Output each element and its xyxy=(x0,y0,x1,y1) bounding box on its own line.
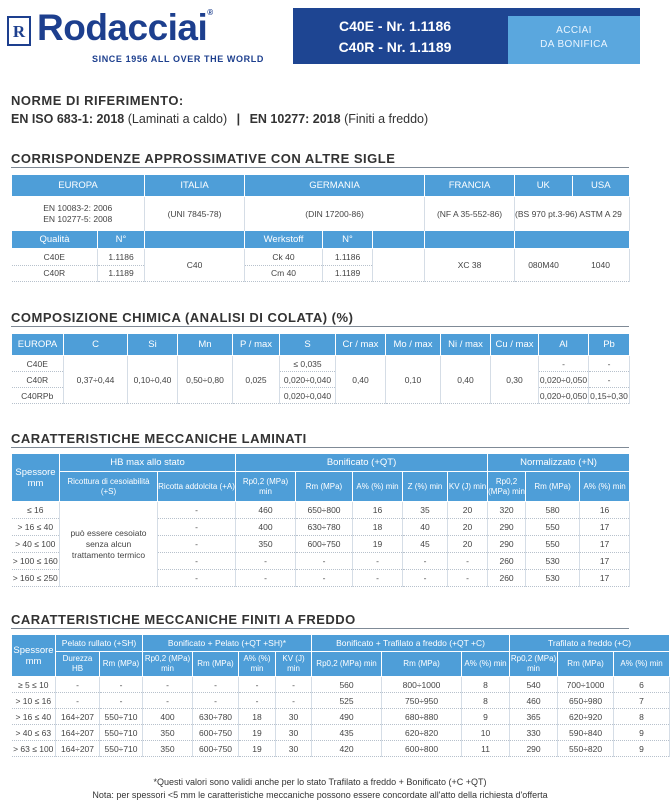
sub-qtsh-rm: Rm (MPa) xyxy=(193,652,239,677)
group-qt: Bonificato (+QT) xyxy=(236,454,488,472)
table-row xyxy=(12,677,670,693)
composizione-table xyxy=(11,333,630,404)
germania-norm: (DIN 17200-86) xyxy=(245,197,425,231)
qtsh-rm: - xyxy=(193,693,239,709)
sub-n: N° xyxy=(98,231,145,249)
sub-qt-a: A% (%) min xyxy=(353,472,403,502)
spessore: > 16 ≤ 40 xyxy=(12,709,56,725)
qt-a: 16 xyxy=(353,502,403,519)
n-rp: 260 xyxy=(488,553,526,570)
col-spessore-label: Spessore xyxy=(13,644,54,656)
sh-hb: 164÷207 xyxy=(56,709,100,725)
qtsh-a: 18 xyxy=(239,709,276,725)
grade: C40E xyxy=(12,356,64,372)
sub-sh-rm: Rm (MPa) xyxy=(100,652,143,677)
uk-usa-grade-wrap xyxy=(515,249,630,282)
norme-title: NORME DI RIFERIMENTO: xyxy=(11,93,184,108)
n-rp: 260 xyxy=(488,570,526,587)
c-rm: 620÷920 xyxy=(558,709,614,725)
uk-usa-norm-wrap xyxy=(515,197,630,231)
col-spessore xyxy=(12,635,56,677)
sub-n2: N° xyxy=(323,231,373,249)
qt-rp: 460 xyxy=(236,502,296,519)
sub-qtc-rm: Rm (MPa) xyxy=(382,652,462,677)
hb-a: - xyxy=(158,519,236,536)
standard-2: EN 10277: 2018 xyxy=(249,112,341,126)
sub-qtsh-a: A% (%) min xyxy=(239,652,276,677)
group-qtc: Bonificato + Trafilato a freddo (+QT +C) xyxy=(312,635,510,652)
c-rp: 290 xyxy=(510,741,558,757)
sub-qtc-a: A% (%) min xyxy=(462,652,510,677)
usa-norm: ASTM A 29 xyxy=(579,208,622,219)
qtsh-kv: 30 xyxy=(276,725,312,741)
qt-kv: 20 xyxy=(448,519,488,536)
col-si: Si xyxy=(128,334,178,356)
n-rm: 580 xyxy=(526,502,580,519)
value-c: 0,37÷0,44 xyxy=(64,356,128,404)
finiti-table xyxy=(11,634,670,757)
europa-norm-1: EN 10083-2: 2006 xyxy=(43,202,113,213)
qtsh-rm: 600÷750 xyxy=(193,741,239,757)
value-al: 0,020÷0,050 xyxy=(539,388,589,404)
empty-cell xyxy=(373,249,425,282)
qt-z: 45 xyxy=(403,536,448,553)
c-rp: 330 xyxy=(510,725,558,741)
grade-quality: C40R xyxy=(12,265,98,282)
qtc-rp: 435 xyxy=(312,725,382,741)
qtsh-a: 19 xyxy=(239,741,276,757)
uk-usa-subtable xyxy=(515,176,629,196)
value-pb: - xyxy=(589,372,630,388)
value-s: ≤ 0,035 xyxy=(280,356,336,372)
n-rp: 290 xyxy=(488,536,526,553)
sub-n-a: A% (%) min xyxy=(580,472,630,502)
divider xyxy=(11,628,629,629)
table-row xyxy=(12,741,670,757)
qtc-a: 8 xyxy=(462,677,510,693)
qtsh-kv: - xyxy=(276,677,312,693)
qtsh-kv: 30 xyxy=(276,709,312,725)
col-mm-label: mm xyxy=(25,655,42,667)
sub-ukusa-empty xyxy=(515,231,630,249)
col-uk-usa-wrap xyxy=(515,175,630,197)
divider xyxy=(11,167,629,168)
value-s: 0,020÷0,040 xyxy=(280,372,336,388)
n-a: 17 xyxy=(580,570,630,587)
col-cu: Cu / max xyxy=(491,334,539,356)
qtsh-rm: - xyxy=(193,677,239,693)
group-n: Normalizzato (+N) xyxy=(488,454,630,472)
grade-code-2: C40R - Nr. 1.1189 xyxy=(338,39,452,55)
qtc-rm: 600÷800 xyxy=(382,741,462,757)
qt-kv: - xyxy=(448,570,488,587)
col-pb: Pb xyxy=(589,334,630,356)
col-mm-label: mm xyxy=(27,477,44,489)
n-rp: 320 xyxy=(488,502,526,519)
qt-z: 40 xyxy=(403,519,448,536)
sub-francia-empty xyxy=(425,231,515,249)
col-europa: EUROPA xyxy=(12,175,145,197)
group-c: Trafilato a freddo (+C) xyxy=(510,635,670,652)
qtc-rm: 800÷1000 xyxy=(382,677,462,693)
n-a: 17 xyxy=(580,536,630,553)
col-p: P / max xyxy=(233,334,280,356)
sh-rm: - xyxy=(100,693,143,709)
qt-rp: 350 xyxy=(236,536,296,553)
qtc-a: 8 xyxy=(462,693,510,709)
sub-c-rm: Rm (MPa) xyxy=(558,652,614,677)
grade-quality: C40E xyxy=(12,249,98,266)
col-mo: Mo / max xyxy=(386,334,441,356)
qtc-rp: 490 xyxy=(312,709,382,725)
italia-grade: C40 xyxy=(145,249,245,282)
c-a: 7 xyxy=(614,693,670,709)
qt-rm: 630÷780 xyxy=(296,519,353,536)
qt-a: - xyxy=(353,553,403,570)
qtsh-rp: 350 xyxy=(143,725,193,741)
corrispondenze-title: CORRISPONDENZE APPROSSIMATIVE CON ALTRE SIGLE xyxy=(11,151,396,166)
sub-qtsh-kv: KV (J) min xyxy=(276,652,312,677)
n-rp: 290 xyxy=(488,519,526,536)
werkstoff-number: 1.1189 xyxy=(323,265,373,282)
spessore: > 40 ≤ 100 xyxy=(12,536,60,553)
finiti-title: CARATTERISTICHE MECCANICHE FINITI A FREDDO xyxy=(11,612,356,627)
qtc-a: 10 xyxy=(462,725,510,741)
c-rp: 365 xyxy=(510,709,558,725)
europa-norms xyxy=(12,197,145,231)
sub-qt-z: Z (%) min xyxy=(403,472,448,502)
europa-norm-2: EN 10277-5: 2008 xyxy=(43,213,113,224)
table-row xyxy=(12,725,670,741)
value-pb: - xyxy=(589,356,630,372)
qtsh-rm: 600÷750 xyxy=(193,725,239,741)
grade-code-1: C40E - Nr. 1.1186 xyxy=(338,18,452,34)
usa-grade: 1040 xyxy=(591,260,610,270)
logo-mark xyxy=(7,16,31,46)
hb-a: - xyxy=(158,536,236,553)
sub-n-rm: Rm (MPa) xyxy=(526,472,580,502)
qtsh-rm: 630÷780 xyxy=(193,709,239,725)
group-sh: Pelato rullato (+SH) xyxy=(56,635,143,652)
standard-1-note: (Laminati a caldo) xyxy=(127,112,228,126)
spessore: > 16 ≤ 40 xyxy=(12,519,60,536)
spessore: ≥ 5 ≤ 10 xyxy=(12,677,56,693)
col-europa: EUROPA xyxy=(12,334,64,356)
qt-z: - xyxy=(403,553,448,570)
spessore: > 63 ≤ 100 xyxy=(12,741,56,757)
group-hb: HB max allo stato xyxy=(60,454,236,472)
sub-qtc-rp: Rp0,2 (MPa) min xyxy=(312,652,382,677)
col-uk: UK xyxy=(515,176,572,196)
sub-empty xyxy=(373,231,425,249)
c-rp: 540 xyxy=(510,677,558,693)
sh-rm: 550÷710 xyxy=(100,741,143,757)
c-rm: 590÷840 xyxy=(558,725,614,741)
qtsh-rp: - xyxy=(143,677,193,693)
hb-note: può essere cesoiato senza alcun trattamento termico xyxy=(60,502,158,587)
qt-rm: - xyxy=(296,553,353,570)
footnote-1: *Questi valori sono validi anche per lo stato Trafilato a freddo + Bonificato (+C +QT) xyxy=(153,777,487,787)
uk-grade: 080M40 xyxy=(528,260,559,270)
col-cr: Cr / max xyxy=(336,334,386,356)
col-usa: USA xyxy=(572,176,629,196)
italia-norm: (UNI 7845-78) xyxy=(145,197,245,231)
c-rm: 650÷980 xyxy=(558,693,614,709)
sub-sh-hb: Durezza HB xyxy=(56,652,100,677)
hb-a: - xyxy=(158,553,236,570)
qt-z: - xyxy=(403,570,448,587)
col-italia: ITALIA xyxy=(145,175,245,197)
hb-a: - xyxy=(158,570,236,587)
value-mo: 0,10 xyxy=(386,356,441,404)
sub-c-a: A% (%) min xyxy=(614,652,670,677)
col-spessore xyxy=(12,454,60,502)
divider xyxy=(11,326,629,327)
spessore: ≤ 16 xyxy=(12,502,60,519)
category-line-1: ACCIAI xyxy=(556,25,592,36)
werkstoff-grade: Cm 40 xyxy=(245,265,323,282)
sub-hb-s: Ricottura di cesoiabilità (+S) xyxy=(60,472,158,502)
col-ni: Ni / max xyxy=(441,334,491,356)
spessore: > 160 ≤ 250 xyxy=(12,570,60,587)
qt-a: 18 xyxy=(353,519,403,536)
sub-n-rp: Rp0,2 (MPa) min xyxy=(488,472,526,502)
standard-1: EN ISO 683-1: 2018 xyxy=(11,112,125,126)
c-rm: 550÷820 xyxy=(558,741,614,757)
brand-name: Rodacciai xyxy=(37,7,208,48)
qt-rp: - xyxy=(236,570,296,587)
hb-a: - xyxy=(158,502,236,519)
n-rm: 550 xyxy=(526,519,580,536)
c-a: 9 xyxy=(614,741,670,757)
n-a: 17 xyxy=(580,553,630,570)
c-a: 8 xyxy=(614,709,670,725)
qtsh-a: 19 xyxy=(239,725,276,741)
sub-werkstoff: Werkstoff xyxy=(245,231,323,249)
qt-a: 19 xyxy=(353,536,403,553)
footnote-2: Nota: per spessori <5 mm le caratteristiche meccaniche possono essere concordate all'atto della richiesta d'offerta xyxy=(92,790,548,800)
composizione-title: COMPOSIZIONE CHIMICA (ANALISI DI COLATA) (%) xyxy=(11,310,354,325)
col-spessore-label: Spessore xyxy=(15,466,56,478)
uk-usa-grade-subtable xyxy=(515,249,629,281)
value-al: - xyxy=(539,356,589,372)
qtc-rp: 420 xyxy=(312,741,382,757)
qtsh-rp: - xyxy=(143,693,193,709)
n-a: 16 xyxy=(580,502,630,519)
norme-standards xyxy=(11,112,428,126)
qtc-rm: 620÷820 xyxy=(382,725,462,741)
qtc-rm: 680÷880 xyxy=(382,709,462,725)
qtc-rm: 750÷950 xyxy=(382,693,462,709)
registered-mark: ® xyxy=(207,8,213,17)
col-francia: FRANCIA xyxy=(425,175,515,197)
col-mn: Mn xyxy=(178,334,233,356)
sub-qualita: Qualità xyxy=(12,231,98,249)
finiti-body xyxy=(12,677,670,757)
sh-rm: 550÷710 xyxy=(100,725,143,741)
qtc-rp: 525 xyxy=(312,693,382,709)
qtsh-a: - xyxy=(239,677,276,693)
sub-italia-empty xyxy=(145,231,245,249)
table-row xyxy=(12,709,670,725)
qtsh-kv: 30 xyxy=(276,741,312,757)
werkstoff-grade: Ck 40 xyxy=(245,249,323,266)
corrispondenze-table xyxy=(11,174,630,282)
separator: | xyxy=(236,112,241,126)
qtsh-rp: 350 xyxy=(143,741,193,757)
sub-hb-a: Ricotta addolcita (+A) xyxy=(158,472,236,502)
category-line-2: DA BONIFICA xyxy=(540,39,608,50)
qt-rm: - xyxy=(296,570,353,587)
laminati-table xyxy=(11,453,630,587)
qtsh-a: - xyxy=(239,693,276,709)
francia-norm: (NF A 35-552-86) xyxy=(425,197,515,231)
n-rm: 530 xyxy=(526,553,580,570)
grade: C40RPb xyxy=(12,388,64,404)
qtc-rp: 560 xyxy=(312,677,382,693)
value-s: 0,020÷0,040 xyxy=(280,388,336,404)
qt-kv: 20 xyxy=(448,536,488,553)
qt-a: - xyxy=(353,570,403,587)
francia-grade: XC 38 xyxy=(425,249,515,282)
spessore: > 10 ≤ 16 xyxy=(12,693,56,709)
brand-logo xyxy=(37,9,213,46)
sub-qtsh-rp: Rp0,2 (MPa) min xyxy=(143,652,193,677)
grade-number: 1.1189 xyxy=(98,265,145,282)
value-si: 0,10÷0,40 xyxy=(128,356,178,404)
qt-rm: 650÷800 xyxy=(296,502,353,519)
spessore: > 40 ≤ 63 xyxy=(12,725,56,741)
grade-codes xyxy=(300,16,490,58)
c-a: 6 xyxy=(614,677,670,693)
c-rp: 460 xyxy=(510,693,558,709)
c-a: 9 xyxy=(614,725,670,741)
sub-c-rp: Rp0,2 (MPa) min xyxy=(510,652,558,677)
col-al: Al xyxy=(539,334,589,356)
sh-hb: 164÷207 xyxy=(56,725,100,741)
n-rm: 530 xyxy=(526,570,580,587)
n-rm: 550 xyxy=(526,536,580,553)
brand-tagline: SINCE 1956 ALL OVER THE WORLD xyxy=(92,54,264,64)
sh-rm: 550÷710 xyxy=(100,709,143,725)
divider xyxy=(11,447,629,448)
uk-norm: (BS 970 pt.3-96) xyxy=(515,208,578,219)
value-cr: 0,40 xyxy=(336,356,386,404)
table-row xyxy=(12,693,670,709)
sub-qt-kv: KV (J) min xyxy=(448,472,488,502)
werkstoff-number: 1.1186 xyxy=(323,249,373,266)
laminati-title: CARATTERISTICHE MECCANICHE LAMINATI xyxy=(11,431,307,446)
qtsh-rp: 400 xyxy=(143,709,193,725)
sh-hb: - xyxy=(56,677,100,693)
sub-qt-rp: Rp0,2 (MPa) min xyxy=(236,472,296,502)
col-s: S xyxy=(280,334,336,356)
qtsh-kv: - xyxy=(276,693,312,709)
sh-rm: - xyxy=(100,677,143,693)
n-a: 17 xyxy=(580,519,630,536)
qt-z: 35 xyxy=(403,502,448,519)
sub-qt-rm: Rm (MPa) xyxy=(296,472,353,502)
qt-rp: 400 xyxy=(236,519,296,536)
spessore: > 100 ≤ 160 xyxy=(12,553,60,570)
value-p: 0,025 xyxy=(233,356,280,404)
group-qtsh: Bonificato + Pelato (+QT +SH)* xyxy=(143,635,312,652)
grade: C40R xyxy=(12,372,64,388)
value-ni: 0,40 xyxy=(441,356,491,404)
grade-number: 1.1186 xyxy=(98,249,145,266)
qt-kv: 20 xyxy=(448,502,488,519)
value-mn: 0,50÷0,80 xyxy=(178,356,233,404)
value-al: 0,020÷0,050 xyxy=(539,372,589,388)
value-cu: 0,30 xyxy=(491,356,539,404)
qtc-a: 9 xyxy=(462,709,510,725)
sh-hb: 164÷207 xyxy=(56,741,100,757)
qtc-a: 11 xyxy=(462,741,510,757)
col-c: C xyxy=(64,334,128,356)
qt-rm: 600÷750 xyxy=(296,536,353,553)
value-pb: 0,15÷0,30 xyxy=(589,388,630,404)
qt-rp: - xyxy=(236,553,296,570)
category-box xyxy=(508,16,640,64)
c-rm: 700÷1000 xyxy=(558,677,614,693)
logo-letter: R xyxy=(12,21,26,41)
col-germania: GERMANIA xyxy=(245,175,425,197)
sh-hb: - xyxy=(56,693,100,709)
standard-2-note: (Finiti a freddo) xyxy=(344,112,429,126)
qt-kv: - xyxy=(448,553,488,570)
uk-usa-norm-subtable xyxy=(515,197,629,230)
